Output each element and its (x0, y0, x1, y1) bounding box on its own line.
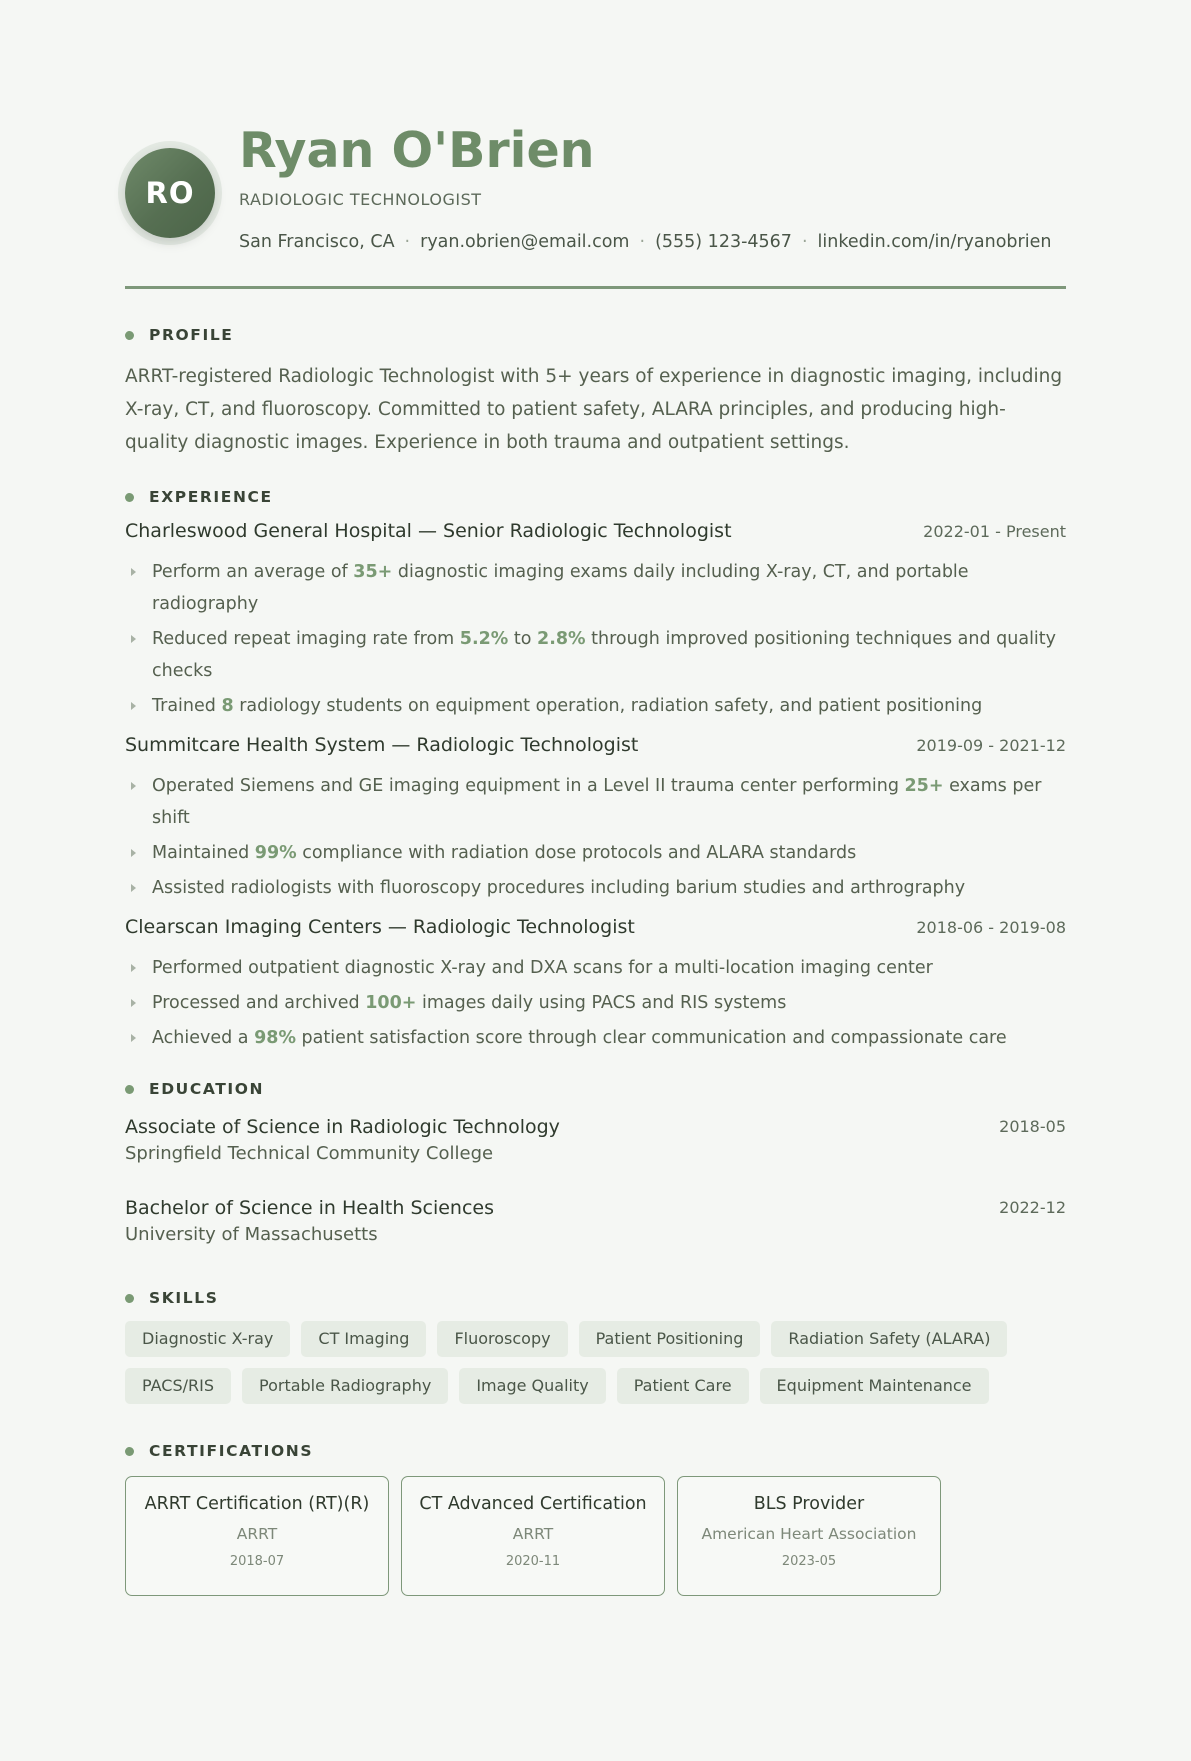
job-title: Summitcare Health System — Radiologic Technologist (125, 734, 639, 756)
caret-right-icon (131, 782, 136, 790)
skill-chip-list (125, 1321, 1025, 1415)
skill-chip: CT Imaging (301, 1321, 426, 1357)
caret-right-icon (131, 999, 136, 1007)
bullet-text: patient satisfaction score through clear communication and compassionate care (295, 1028, 1007, 1048)
highlight-metric: 98% (254, 1028, 296, 1048)
contact-linkedin[interactable]: linkedin.com/in/ryanobrien (817, 232, 1052, 252)
contact-location: San Francisco, CA (239, 232, 395, 252)
education-date: 2018-05 (999, 1117, 1066, 1136)
highlight-metric: 25+ (904, 776, 944, 796)
certification-list (125, 1476, 1066, 1596)
section-heading (125, 324, 1066, 346)
education-section (125, 1078, 1066, 1253)
job-bullet (125, 623, 1066, 687)
resume-header (125, 118, 1066, 288)
job-list (125, 520, 1066, 1054)
certification-date: 2020-11 (505, 1554, 561, 1569)
bullet-text: to (508, 629, 538, 649)
job-bullets (125, 952, 1066, 1054)
skill-chip: Patient Care (617, 1368, 749, 1404)
certification-name: BLS Provider (753, 1494, 865, 1514)
skills-section (125, 1287, 1066, 1415)
job-bullet (125, 837, 1066, 869)
certification-date: 2023-05 (781, 1554, 837, 1569)
certifications-section (125, 1440, 1066, 1596)
certifications-title: CERTIFICATIONS (149, 1442, 314, 1460)
education-degree: Bachelor of Science in Health Sciences (125, 1197, 494, 1219)
job-bullets (125, 770, 1066, 904)
skill-chip: Radiation Safety (ALARA) (771, 1321, 1007, 1357)
section-heading (125, 486, 1066, 508)
bullet-text: images daily using PACS and RIS systems (416, 993, 787, 1013)
bullet-text: Achieved a (152, 1028, 255, 1048)
education-title: EDUCATION (149, 1080, 265, 1098)
bullet-text: exams per shift (152, 776, 1042, 828)
bullet-dot-icon (125, 1447, 134, 1456)
job-bullet (125, 987, 1066, 1019)
bullet-text: Trained (152, 696, 222, 716)
contact-email[interactable]: ryan.obrien@email.com (420, 232, 630, 252)
skill-chip: Image Quality (459, 1368, 605, 1404)
education-item (125, 1114, 1066, 1172)
job-date: 2018-06 - 2019-08 (916, 918, 1066, 937)
bullet-text: Processed and archived (152, 993, 366, 1013)
caret-right-icon (131, 849, 136, 857)
highlight-metric: 5.2% (459, 629, 509, 649)
caret-right-icon (131, 635, 136, 643)
skill-chip: PACS/RIS (125, 1368, 231, 1404)
skill-chip: Patient Positioning (579, 1321, 761, 1357)
job-header (125, 520, 1066, 552)
certification-card (125, 1476, 389, 1596)
job-header (125, 734, 1066, 766)
bullet-text: Reduced repeat imaging rate from (152, 629, 460, 649)
job-entry (125, 916, 1066, 1054)
job-date: 2019-09 - 2021-12 (916, 736, 1066, 755)
contact-separator: · (639, 232, 646, 252)
contact-phone[interactable]: (555) 123-4567 (655, 232, 792, 252)
bullet-dot-icon (125, 331, 134, 340)
job-title: Clearscan Imaging Centers — Radiologic Technologist (125, 916, 635, 938)
job-entry (125, 734, 1066, 904)
certification-name: CT Advanced Certification (419, 1494, 647, 1514)
bullet-text: Maintained (152, 843, 255, 863)
avatar: RO (125, 148, 215, 238)
certification-issuer: ARRT (512, 1525, 554, 1543)
job-bullet (125, 690, 1066, 722)
section-heading (125, 1287, 1066, 1309)
profile-title: PROFILE (149, 326, 234, 344)
job-bullet (125, 872, 1066, 904)
header-divider (125, 286, 1066, 289)
job-bullet (125, 770, 1066, 834)
caret-right-icon (131, 702, 136, 710)
highlight-metric: 2.8% (537, 629, 586, 649)
bullet-text: Performed outpatient diagnostic X-ray and DXA scans for a multi-location imaging center (152, 958, 933, 978)
candidate-name: Ryan O'Brien (239, 122, 595, 179)
profile-section (125, 324, 1066, 459)
bullet-text: compliance with radiation dose protocols and ALARA standards (296, 843, 857, 863)
bullet-text: Operated Siemens and GE imaging equipment in a Level II trauma center performing (152, 776, 905, 796)
candidate-role: RADIOLOGIC TECHNOLOGIST (239, 190, 482, 209)
education-school: University of Massachusetts (125, 1224, 378, 1245)
education-school: Springfield Technical Community College (125, 1143, 494, 1164)
job-bullet (125, 1022, 1066, 1054)
skill-chip: Fluoroscopy (437, 1321, 567, 1357)
contact-line (239, 232, 1051, 252)
education-degree: Associate of Science in Radiologic Technology (125, 1116, 560, 1138)
highlight-metric: 99% (254, 843, 297, 863)
contact-separator: · (404, 232, 411, 252)
certification-date: 2018-07 (229, 1554, 285, 1569)
job-header (125, 916, 1066, 948)
caret-right-icon (131, 964, 136, 972)
certification-card (677, 1476, 941, 1596)
bullet-text: Perform an average of (152, 562, 354, 582)
experience-section (125, 486, 1066, 1054)
highlight-metric: 100+ (365, 993, 417, 1013)
education-date: 2022-12 (999, 1198, 1066, 1217)
skill-chip: Diagnostic X-ray (125, 1321, 290, 1357)
job-bullets (125, 556, 1066, 722)
bullet-text: Assisted radiologists with fluoroscopy procedures including barium studies and arthrography (152, 878, 966, 898)
profile-summary: ARRT-registered Radiologic Technologist with 5+ years of experience in diagnostic imaging, including X-ray, CT, and fluoroscopy. Committed to patient safety, ALARA principles, and producing high-quality diagnostic images. Experience in both trauma and outpatient settings. (125, 366, 1063, 453)
bullet-text: through improved positioning techniques and quality checks (152, 629, 1057, 681)
certification-card (401, 1476, 665, 1596)
certification-issuer: ARRT (236, 1525, 278, 1543)
resume-content (125, 118, 1066, 1596)
bullet-dot-icon (125, 1085, 134, 1094)
job-entry (125, 520, 1066, 722)
job-bullet (125, 556, 1066, 620)
skill-chip: Equipment Maintenance (760, 1368, 989, 1404)
caret-right-icon (131, 884, 136, 892)
experience-title: EXPERIENCE (149, 488, 273, 506)
job-bullet (125, 952, 1066, 984)
skills-title: SKILLS (149, 1289, 219, 1307)
bullet-dot-icon (125, 493, 134, 502)
section-heading (125, 1440, 1066, 1462)
section-heading (125, 1078, 1066, 1100)
certification-issuer: American Heart Association (701, 1525, 917, 1543)
certification-name: ARRT Certification (RT)(R) (144, 1494, 370, 1514)
bullet-text: diagnostic imaging exams daily including X-ray, CT, and portable radiography (152, 562, 969, 614)
caret-right-icon (131, 1034, 136, 1042)
job-title: Charleswood General Hospital — Senior Radiologic Technologist (125, 520, 732, 542)
education-item (125, 1195, 1066, 1253)
highlight-metric: 35+ (353, 562, 393, 582)
job-date: 2022-01 - Present (923, 522, 1066, 541)
skill-chip: Portable Radiography (242, 1368, 448, 1404)
bullet-text: radiology students on equipment operation, radiation safety, and patient positioning (233, 696, 983, 716)
contact-separator: · (801, 232, 808, 252)
bullet-dot-icon (125, 1294, 134, 1303)
highlight-metric: 8 (221, 696, 234, 716)
caret-right-icon (131, 568, 136, 576)
